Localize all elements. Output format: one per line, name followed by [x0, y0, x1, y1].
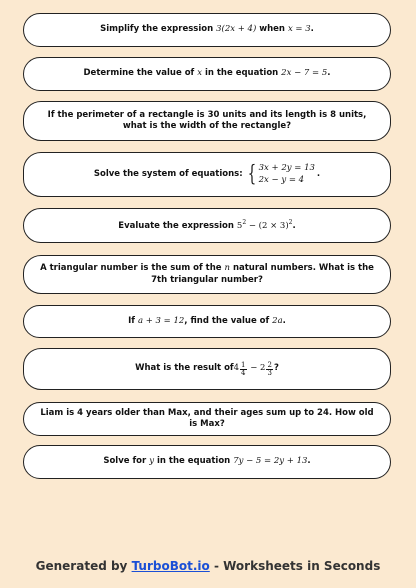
math-base: 5: [236, 220, 243, 231]
math-equation: 2x − 7 = 5: [281, 68, 328, 79]
brace-symbol: {: [247, 161, 256, 187]
question-text: , find the value of: [184, 315, 273, 326]
math-expression: − (2 × 3): [246, 220, 289, 231]
question-card-1: [23, 13, 391, 47]
footer-prefix: Generated by: [35, 559, 132, 573]
math-expression: 3(2x + 4): [216, 24, 257, 35]
question-text: Determine the value of: [83, 68, 198, 79]
question-text: when: [256, 24, 288, 35]
fraction-numerator: 1: [241, 360, 246, 369]
math-exponent: 2: [242, 219, 247, 227]
question-card-4: [23, 152, 391, 197]
mixed-number-whole: 4: [233, 363, 240, 374]
question-text: .: [282, 315, 286, 326]
footer-suffix: - Worksheets in Seconds: [209, 559, 381, 573]
question-text: ?: [273, 363, 279, 374]
question-text: What is the result of: [135, 363, 234, 374]
question-text: Evaluate the expression: [118, 220, 237, 231]
question-card-5: [23, 208, 391, 243]
footer: [0, 559, 416, 573]
fraction: [266, 362, 272, 377]
question-text: .: [316, 168, 321, 179]
question-text: .: [310, 24, 314, 35]
question-text: Simplify the expression: [100, 24, 217, 35]
question-card-9: [23, 402, 391, 436]
turbobot-link[interactable]: TurboBot.io: [131, 559, 210, 573]
fraction-denominator: 3: [267, 368, 272, 377]
math-condition: x = 3: [287, 24, 311, 35]
question-text: .: [307, 456, 311, 467]
math-variable: y: [149, 456, 154, 467]
fraction: [240, 362, 246, 377]
question-text: in the equation: [154, 456, 234, 467]
fraction-denominator: 4: [241, 368, 246, 377]
question-card-7: [23, 305, 391, 338]
math-equation: 7y − 5 = 2y + 13: [233, 456, 308, 467]
math-expression: 2a: [272, 315, 283, 326]
question-text: A triangular number is the sum of the: [40, 263, 225, 274]
mixed-number-whole: 2: [260, 363, 266, 374]
fraction-numerator: 2: [267, 360, 272, 369]
question-text: .: [327, 68, 331, 79]
question-card-2: [23, 57, 391, 91]
question-text: If: [128, 315, 138, 326]
question-text: Liam is 4 years older than Max, and their ages sum up to 24. How old is Max?: [40, 407, 374, 429]
question-card-8: [23, 348, 391, 390]
math-variable: x: [197, 68, 202, 79]
question-card-10: [23, 445, 391, 479]
equation-1: 3x + 2y = 13: [258, 163, 315, 174]
math-variable: n: [224, 263, 230, 274]
equation-system: [245, 163, 315, 186]
question-card-6: [23, 255, 391, 294]
question-text: .: [292, 220, 296, 231]
math-exponent: 2: [288, 219, 293, 227]
equation-2: 2x − y = 4: [258, 174, 305, 185]
question-text: natural numbers. What is the 7th triangular number?: [151, 263, 374, 285]
question-text: Solve for: [103, 456, 150, 467]
question-text: If the perimeter of a rectangle is 30 units and its length is 8 units, what is the width of the rectangle?: [47, 109, 367, 131]
question-card-3: [23, 101, 391, 141]
math-equation: a + 3 = 12: [137, 315, 185, 326]
math-operator: −: [247, 363, 261, 374]
question-text: in the equation: [201, 68, 282, 79]
question-text: Solve the system of equations:: [93, 168, 243, 179]
